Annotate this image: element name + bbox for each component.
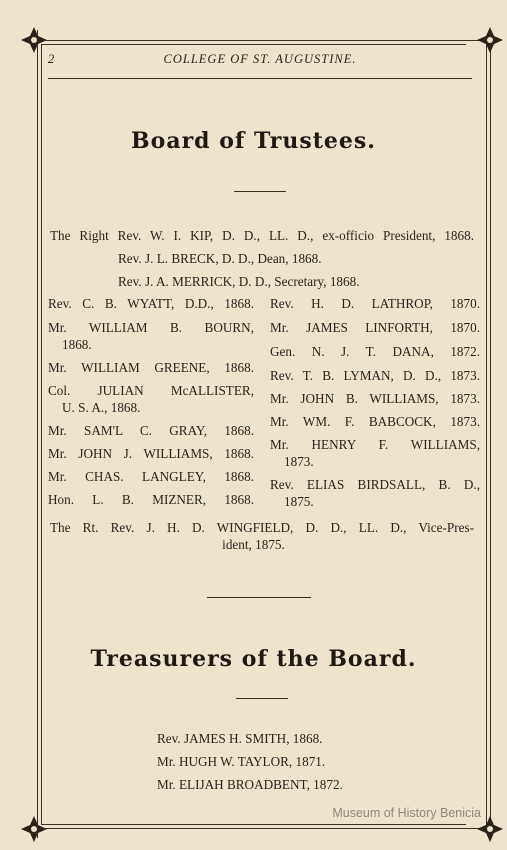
- header-rule: [48, 78, 472, 79]
- running-title: COLLEGE OF ST. AUGUSTINE.: [163, 52, 357, 66]
- frame-left-inner: [41, 44, 42, 825]
- trustee-entry: Rev. H. D. LATHROP, 1870.: [270, 296, 480, 311]
- trustee-line: Rev. J. L. BRECK, D. D., Dean, 1868.: [118, 251, 322, 266]
- frame-bottom: [26, 828, 481, 829]
- trustee-entry: Mr. WILLIAM GREENE, 1868.: [48, 360, 254, 375]
- treasurer-entry: Mr. ELIJAH BROADBENT, 1872.: [157, 777, 343, 792]
- trustee-entry: Mr. JAMES LINFORTH, 1870.: [270, 320, 480, 335]
- board-heading: Board of Trustees.: [131, 128, 376, 154]
- trustee-line: Rev. J. A. MERRICK, D. D., Secretary, 1868.: [118, 274, 360, 289]
- trustee-entry: Mr. JOHN J. WILLIAMS, 1868.: [48, 446, 254, 461]
- trustee-entry: Mr. WILLIAM B. BOURN,: [48, 320, 254, 335]
- watermark: Museum of History Benicia: [332, 806, 481, 820]
- trustee-entry: Mr. SAM'L C. GRAY, 1868.: [48, 423, 254, 438]
- treasurers-heading: Treasurers of the Board.: [90, 646, 417, 672]
- section-rule: [234, 191, 286, 192]
- trustee-entry: Gen. N. J. T. DANA, 1872.: [270, 344, 480, 359]
- corner-ornament-icon: [19, 25, 49, 55]
- trustee-entry: Mr. HENRY F. WILLIAMS,: [270, 437, 480, 452]
- trustee-entry: Mr. CHAS. LANGLEY, 1868.: [48, 469, 254, 484]
- trustee-entry: Mr. JOHN B. WILLIAMS, 1873.: [270, 391, 480, 406]
- treasurer-entry: Rev. JAMES H. SMITH, 1868.: [157, 731, 323, 746]
- page-number: 2: [48, 52, 56, 66]
- trustee-entry: U. S. A., 1868.: [62, 400, 141, 415]
- trustee-entry: Rev. ELIAS BIRDSALL, B. D.,: [270, 477, 480, 492]
- frame-right-inner: [486, 44, 487, 825]
- trustee-entry: Col. JULIAN McALLISTER,: [48, 383, 254, 398]
- trustee-line: The Rt. Rev. J. H. D. WINGFIELD, D. D., LL. D., Vice-Pres-: [50, 520, 474, 535]
- trustee-entry: Rev. C. B. WYATT, D.D., 1868.: [48, 296, 254, 311]
- trustee-entry: 1868.: [62, 337, 92, 352]
- trustee-line: ident, 1875.: [222, 537, 285, 552]
- trustee-entry: 1875.: [284, 494, 314, 509]
- trustee-entry: Rev. T. B. LYMAN, D. D., 1873.: [270, 368, 480, 383]
- frame-top-inner: [42, 44, 466, 45]
- frame-bottom-inner: [42, 824, 466, 825]
- corner-ornament-icon: [19, 814, 49, 844]
- trustee-entry: 1873.: [284, 454, 314, 469]
- divider-rule: [207, 597, 311, 598]
- treasurer-entry: Mr. HUGH W. TAYLOR, 1871.: [157, 754, 326, 769]
- trustee-line: The Right Rev. W. I. KIP, D. D., LL. D., ex-officio President, 1868.: [50, 228, 474, 243]
- trustee-entry: Mr. WM. F. BABCOCK, 1873.: [270, 414, 480, 429]
- section-rule: [236, 698, 288, 699]
- trustee-entry: Hon. L. B. MIZNER, 1868.: [48, 492, 254, 507]
- frame-top: [26, 40, 481, 41]
- corner-ornament-icon: [475, 25, 505, 55]
